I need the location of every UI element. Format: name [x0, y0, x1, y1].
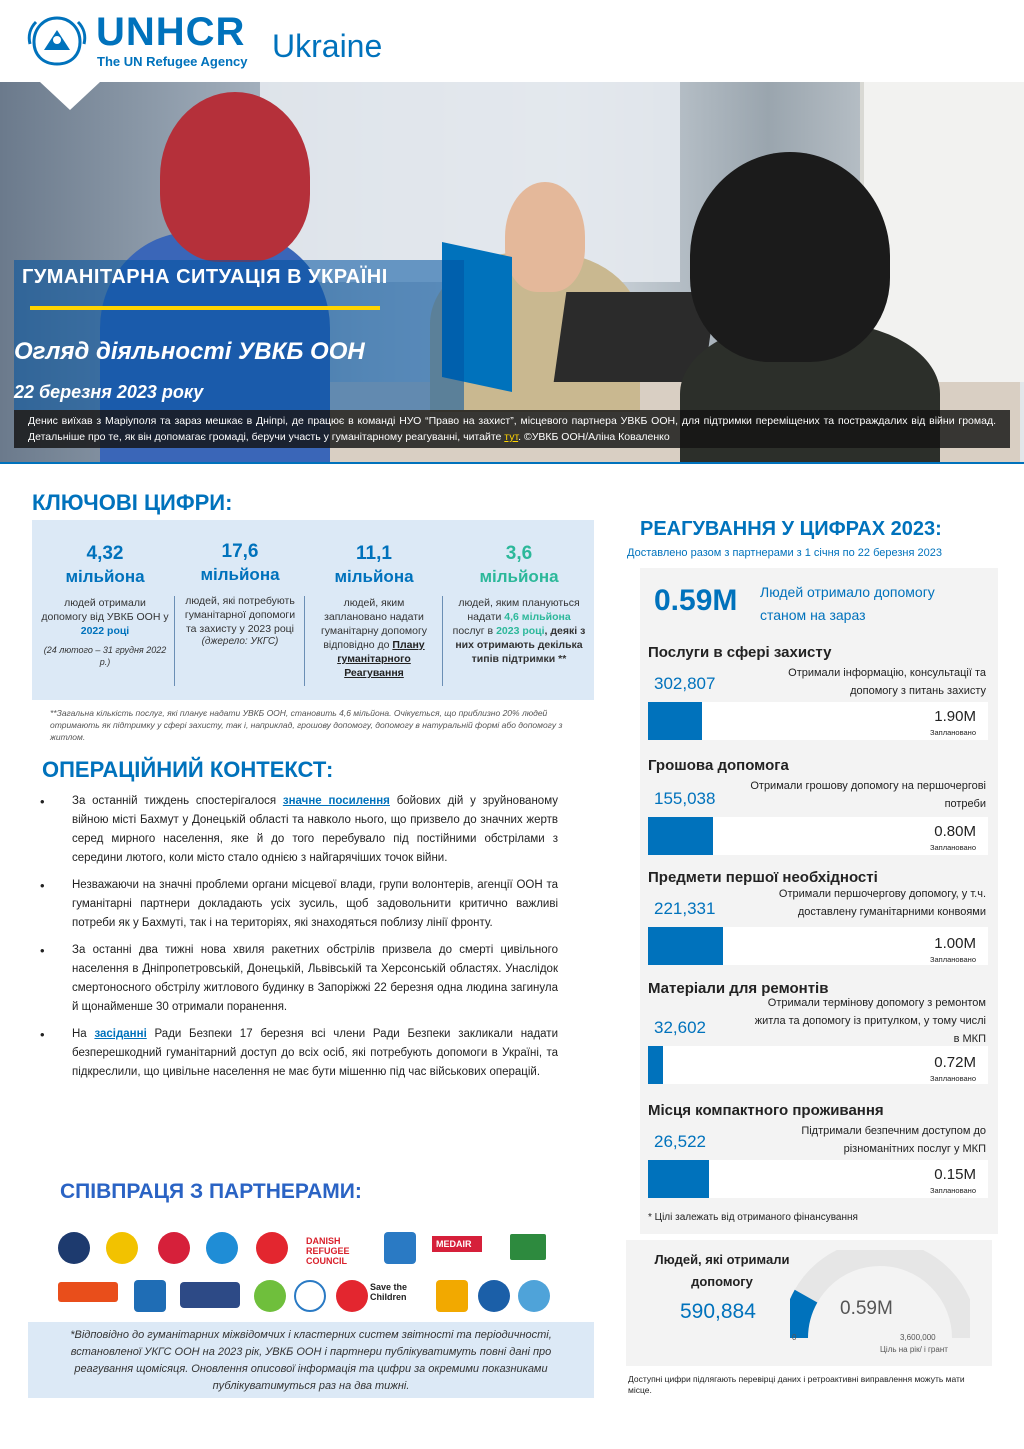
list-item: • Незважаючи на значні проблеми органи місцевої влади, групи волонтерів, агенції ООН та гуманітарні партнери докладають усіх зусиль, щоб задовольнити критично важливі потреби як у Бахмуті, так і на територіях, які знаходяться поблизу лінії фронту.: [40, 876, 558, 933]
partner-logo-icon: [58, 1232, 90, 1264]
progress-fill: [648, 702, 702, 740]
hero-title: ГУМАНІТАРНА СИТУАЦІЯ В УКРАЇНІ: [22, 266, 388, 288]
sector-protection: Послуги в сфері захисту 302,807 Отримали інформацію, консультації та допомогу з питань захисту 1.90M Заплановано: [640, 644, 998, 754]
partners-note: *Відповідно до гуманітарних міжвідомчих і кластерних систем звітності та періодичності, встановленої УКГС ООН на 2023 рік, УВКБ ООН і партнери публікуватимуть повні дані про реагування щомісяця. Оновлення описової інформація та цифри за окремими показниками публікуватимуться раз на два тижні.: [28, 1322, 594, 1398]
response-title: РЕАГУВАННЯ У ЦИФРАХ 2023:: [640, 518, 942, 540]
key-figure: 11,1 мільйона людей, яким заплановано надати гуманітарну допомогу відповідно до Плану гуманітарного Реагування: [320, 543, 428, 679]
medair-logo: MEDAIR: [432, 1236, 482, 1252]
partner-logo-icon: [158, 1232, 190, 1264]
partner-logo-icon: [254, 1280, 286, 1312]
funding-note: * Цілі залежать від отриманого фінансування: [648, 1212, 858, 1223]
gauge-value: 0.59M: [840, 1298, 893, 1319]
gauge-number: 590,884: [680, 1300, 756, 1323]
gauge-target-label: Ціль на рік/ і грант: [880, 1345, 948, 1354]
key-figures-title: КЛЮЧОВІ ЦИФРИ:: [32, 490, 233, 515]
partner-logo-icon: [436, 1280, 468, 1312]
hero-photo: [0, 82, 1024, 464]
gauge-min: 0: [792, 1333, 797, 1342]
data-disclaimer: Доступні цифри підлягають перевірці даних і ретроактивні виправлення можуть мати місце.: [628, 1374, 965, 1395]
sector-shelter-repairs: Матеріали для ремонтів 32,602 Отримали термінову допомогу з ремонтом житла та допомогу із притулком, у тому числі в МКП 0.72M Заплановано: [648, 980, 986, 1083]
partner-logo-icon: [478, 1280, 510, 1312]
key-figures-footnote: **Загальна кількість послуг, які планує надати УВКБ ООН, становить 4,6 мільйона. Очікується, що приблизно 20% людей отримають як підтримку у сфері захисту, так і, наприклад, грошову допомогу, допомогу в натуральній формі або допомогу з житлом.: [50, 708, 563, 742]
gauge-label: Людей, які отримали допомогу: [654, 1252, 790, 1289]
partner-logo-icon: [510, 1234, 546, 1260]
partner-logo-icon: [206, 1232, 238, 1264]
partner-logo-icon: [58, 1282, 118, 1302]
operations-title: ОПЕРАЦІЙНИЙ КОНТЕКСТ:: [42, 757, 334, 782]
divider: [30, 306, 380, 310]
sector-core-relief-items: Предмети першої необхідності 221,331 Отримали першочергову допомогу, у т.ч. доставлену гуманітарними конвоями 1.00M Заплановано: [648, 869, 986, 964]
key-figure: 3,6 мільйона людей, яким плануються надати 4,6 мільйона послуг в 2023 році, деякі з них отримають декілька типів підтримки **: [452, 543, 586, 665]
security-council-link[interactable]: засіданні: [94, 1028, 147, 1040]
progress-fill: [648, 1046, 663, 1084]
partner-logo-icon: [180, 1282, 240, 1308]
sector-cash: Грошова допомога 155,038 Отримали грошову допомогу на першочергові потреби 0.80M Заплановано: [640, 757, 998, 867]
caption-link[interactable]: тут: [504, 431, 519, 443]
list-item: • За останній тиждень спостерігалося значне посилення бойових дій у зруйнованому війною місті Бахмут у Донецькій області та навколо нього, що призвело до значних жертв серед мирного населення, яке й до того перебувало під постійними обстрілами з середини лютого, коли місто стало однією з найгарячіших точок війни.: [40, 792, 558, 868]
partner-logo-icon: [294, 1280, 326, 1312]
gauge-max: 3,600,000: [900, 1333, 936, 1342]
key-figure: 17,6 мільйона людей, які потребують гуманітарної допомоги та захисту у 2023 році (джерело: УКГС): [184, 541, 296, 647]
key-figure: 4,32 мільйона людей отримали допомогу від УВКБ ООН у 2022 році (24 лютого – 31 грудня 2022 р.): [41, 543, 169, 667]
operations-list: [40, 792, 558, 1090]
partners-title: СПІВПРАЦЯ З ПАРТНЕРАМИ:: [60, 1180, 362, 1203]
progress-fill: [648, 817, 713, 855]
response-plan-link[interactable]: Плану гуманітарного Реагування: [337, 639, 425, 679]
save-the-children-icon: [336, 1280, 368, 1312]
save-the-children-logo: Save the Children: [370, 1282, 408, 1302]
list-item: • За останні два тижні нова хвиля ракетних обстрілів призвела до смерті цивільного населення в Дніпропетровській, Донецькій, Львівській та Херсонській областях. Унаслідок смертоносного обстрілу житлового будинку в Запоріжжі 22 березня одна людина загинула й щонайменше 30 отримали поранення.: [40, 941, 558, 1017]
brand-name: UNHCR: [96, 10, 246, 54]
progress-fill: [648, 1160, 709, 1198]
escalation-link[interactable]: значне посилення: [282, 795, 390, 807]
response-subtitle: Доставлено разом з партнерами з 1 січня по 22 березня 2023: [627, 547, 942, 559]
list-item: • На засіданні Ради Безпеки 17 березня всі члени Ради Безпеки закликали надати безперешкодний гуманітарний доступ до всіх осіб, які потребують допомоги в Україні, та підкреслили, що цивільне населення не має бути мішенню під час військових операцій.: [40, 1025, 558, 1082]
partner-logo-icon: [106, 1232, 138, 1264]
brand-tagline: The UN Refugee Agency: [97, 54, 248, 69]
country-name: Ukraine: [272, 28, 383, 64]
partner-logo-icon: [134, 1280, 166, 1312]
unhcr-emblem-icon: [24, 14, 90, 68]
partner-logo-icon: [256, 1232, 288, 1264]
progress-fill: [648, 927, 723, 965]
drc-logo: DANISH REFUGEE COUNCIL: [306, 1236, 350, 1266]
gauge-chart: [790, 1250, 970, 1340]
partner-logo-icon: [384, 1232, 416, 1264]
reached-value: 0.59M: [654, 584, 738, 617]
sector-collective-sites: Місця компактного проживання 26,522 Підтримали безпечним доступом до різноманітних послуг у МКП 0.15M Заплановано: [640, 1102, 998, 1212]
header: [0, 0, 1024, 82]
un-emblem-icon: [518, 1280, 550, 1312]
reached-description: Людей отримало допомогу станом на зараз: [760, 584, 935, 623]
hero-date: 22 березня 2023 року: [14, 382, 204, 402]
key-figures-panel: [32, 520, 594, 700]
hero-subtitle: Огляд діяльності УВКБ ООН: [14, 338, 365, 365]
photo-caption: Денис виїхав з Маріуполя та зараз мешкає в Дніпрі, де працює в команді НУО “Право на захист”, місцевого партнера УВКБ ООН, для підтримки переміщених та постраждалих від війни громад. Детальніше про те, як він допомагає громаді, беручи участь у гуманітарному реагуванні, читайте тут. ©УВКБ ООН/Аліна Коваленко: [14, 410, 1010, 448]
